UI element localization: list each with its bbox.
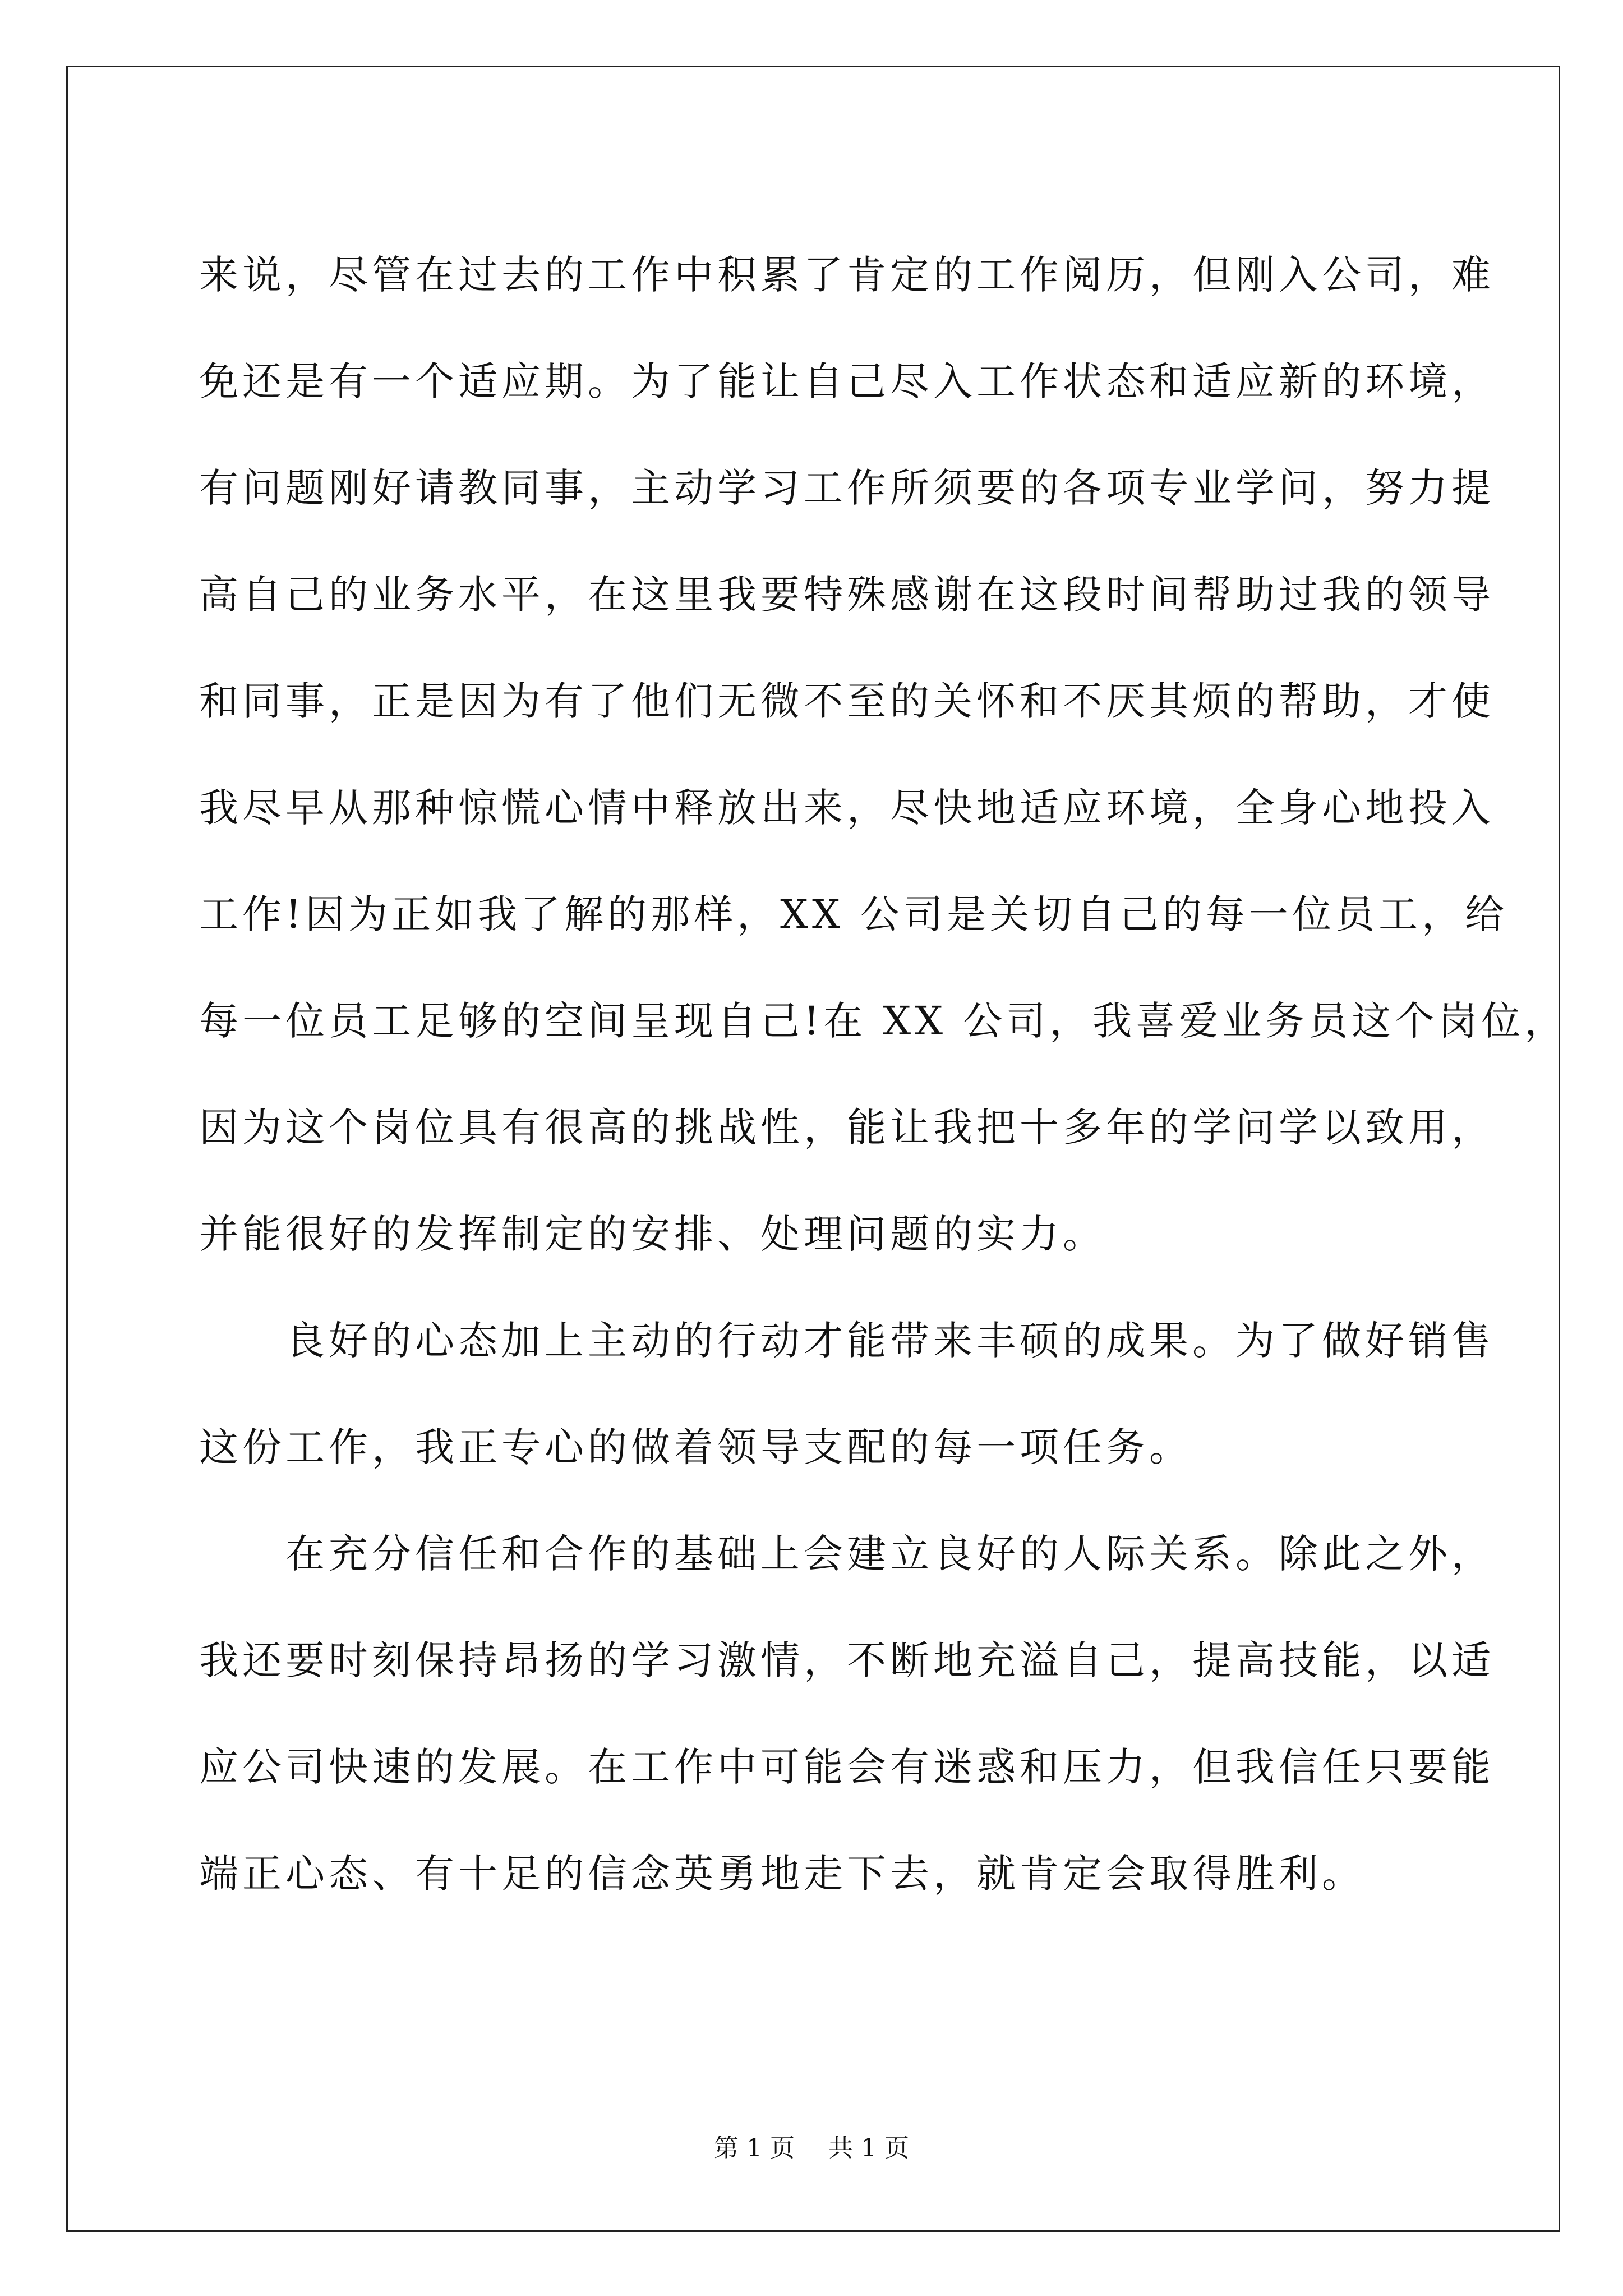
page-total: 共 1 页 bbox=[828, 2134, 909, 2162]
document-body bbox=[199, 222, 1568, 1927]
text-line: 我还要时刻保持昂扬的学习激情，不断地充溢自己，提高技能，以适 bbox=[199, 1637, 1495, 1683]
text-line: 并能很好的发挥制定的安排、处理问题的实力。 bbox=[199, 1211, 1106, 1257]
page-footer bbox=[0, 2132, 1623, 2165]
text-line: 我尽早从那种惊慌心情中释放出来，尽快地适应环境，全身心地投入 bbox=[199, 785, 1495, 831]
text-line: 来说，尽管在过去的工作中积累了肯定的工作阅历，但刚入公司，难 bbox=[199, 252, 1495, 298]
text-line: 和同事，正是因为有了他们无微不至的关怀和不厌其烦的帮助，才使 bbox=[199, 678, 1495, 724]
text-line: 因为这个岗位具有很高的挑战性，能让我把十多年的学问学以致用， bbox=[199, 1105, 1495, 1151]
text-line: 有问题刚好请教同事，主动学习工作所须要的各项专业学问，努力提 bbox=[199, 465, 1495, 511]
text-line: 良好的心态加上主动的行动才能带来丰硕的成果。为了做好销售 bbox=[199, 1318, 1495, 1364]
text-line: 免还是有一个适应期。为了能让自己尽入工作状态和适应新的环境， bbox=[199, 358, 1495, 404]
text-line: 高自己的业务水平，在这里我要特殊感谢在这段时间帮助过我的领导 bbox=[199, 572, 1495, 618]
text-line: 端正心态、有十足的信念英勇地走下去，就肯定会取得胜利。 bbox=[199, 1851, 1365, 1897]
text-line: 在充分信任和合作的基础上会建立良好的人际关系。除此之外， bbox=[199, 1531, 1495, 1577]
text-line: 应公司快速的发展。在工作中可能会有迷惑和压力，但我信任只要能 bbox=[199, 1744, 1495, 1790]
text-line: 每一位员工足够的空间呈现自己!在 XX 公司，我喜爱业务员这个岗位， bbox=[199, 998, 1568, 1044]
text-line: 工作!因为正如我了解的那样，XX 公司是关切自己的每一位员工，给 bbox=[199, 891, 1509, 937]
page-number: 第 1 页 bbox=[714, 2134, 795, 2162]
text-line: 这份工作，我正专心的做着领导支配的每一项任务。 bbox=[199, 1424, 1192, 1470]
